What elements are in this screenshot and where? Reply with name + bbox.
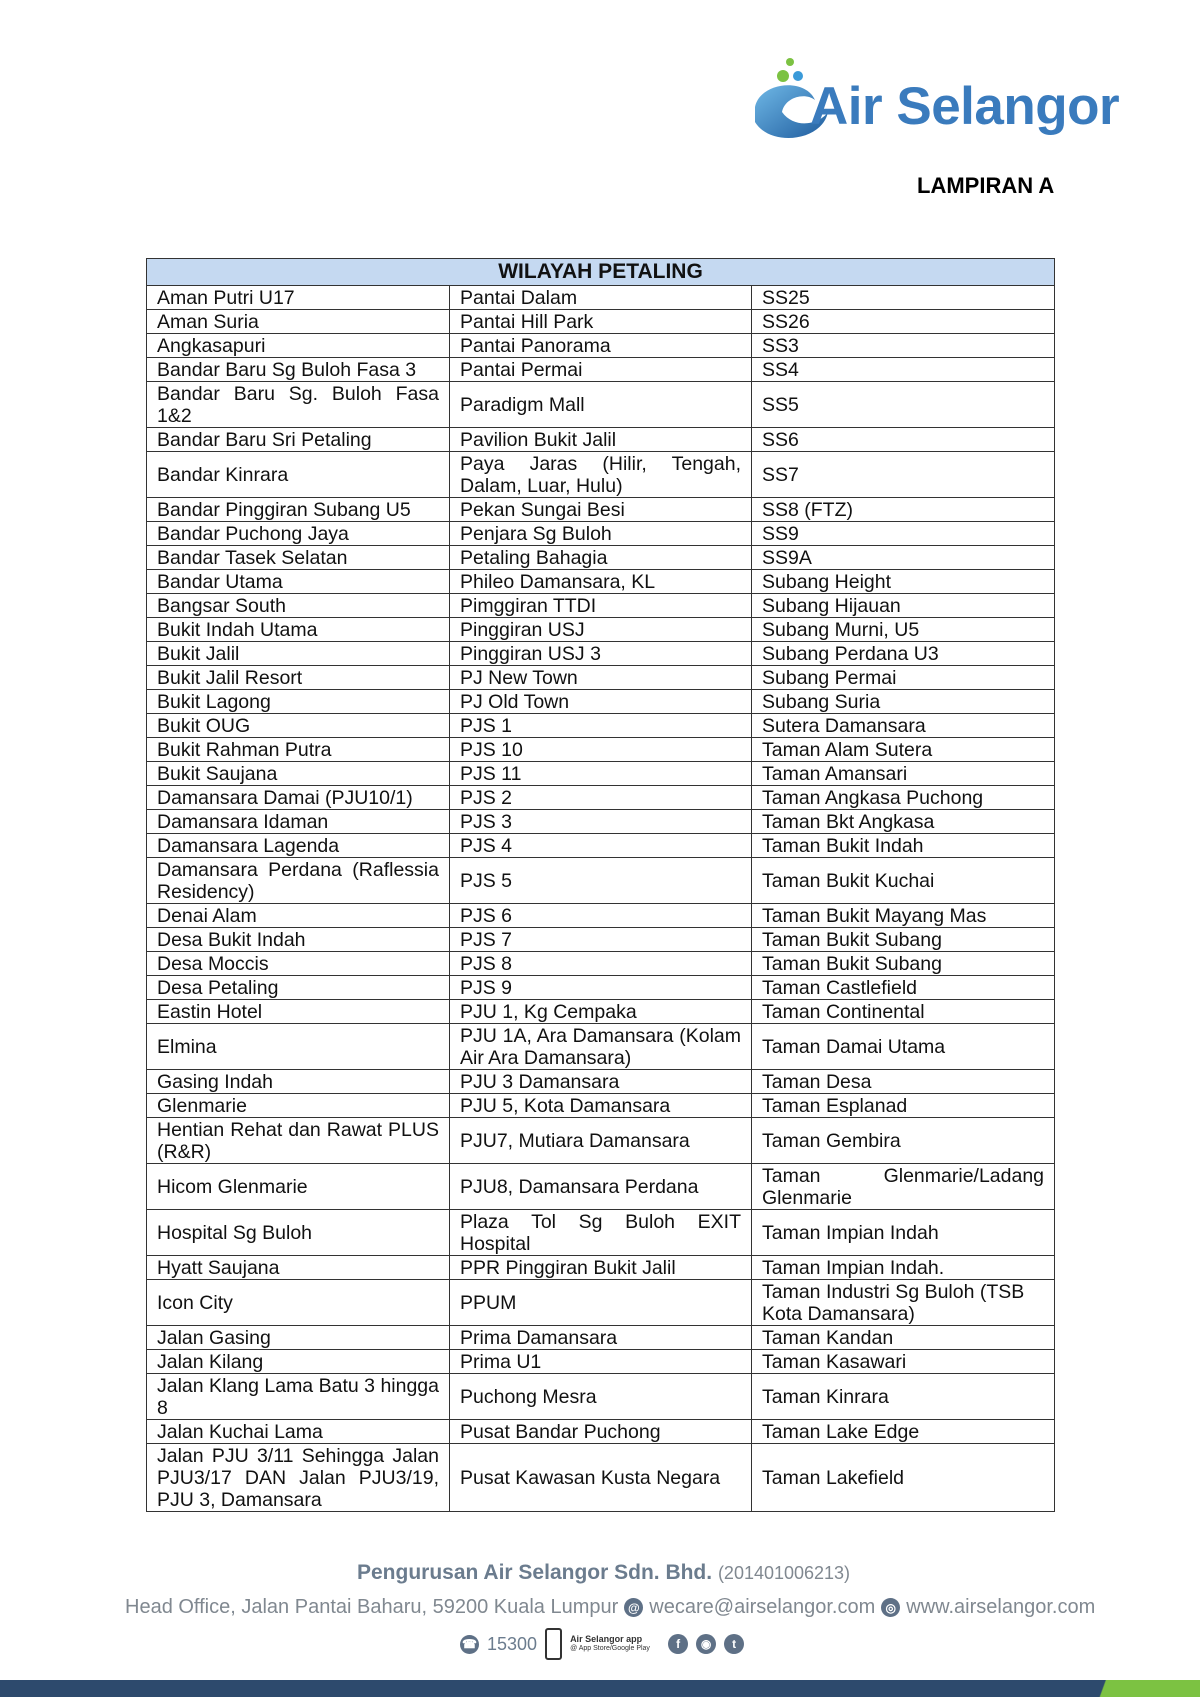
table-row bbox=[147, 286, 1055, 310]
table-cell: SS25 bbox=[752, 286, 1055, 310]
table-cell: Pekan Sungai Besi bbox=[450, 498, 752, 522]
table-cell: Subang Murni, U5 bbox=[752, 618, 1055, 642]
website-link[interactable]: www.airselangor.com bbox=[906, 1596, 1096, 1618]
table-row bbox=[147, 546, 1055, 570]
table-cell: Taman Lake Edge bbox=[752, 1420, 1055, 1444]
table-cell: Desa Petaling bbox=[147, 976, 450, 1000]
table-cell: PJS 2 bbox=[450, 786, 752, 810]
table-cell: PJU 1A, Ara Damansara (Kolam Air Ara Damansara) bbox=[450, 1024, 752, 1070]
table-cell: PJ Old Town bbox=[450, 690, 752, 714]
table-cell: Pusat Kawasan Kusta Negara bbox=[450, 1444, 752, 1512]
table-cell: PJU 1, Kg Cempaka bbox=[450, 1000, 752, 1024]
globe-icon: ◎ bbox=[881, 1598, 900, 1617]
table-cell: Bandar Pinggiran Subang U5 bbox=[147, 498, 450, 522]
table-row bbox=[147, 1164, 1055, 1210]
table-row bbox=[147, 498, 1055, 522]
table-cell: SS5 bbox=[752, 382, 1055, 428]
table-cell: Jalan PJU 3/11 Sehingga Jalan PJU3/17 DAN Jalan PJU3/19, PJU 3, Damansara bbox=[147, 1444, 450, 1512]
table-cell: Bukit Saujana bbox=[147, 762, 450, 786]
table-cell: PJS 11 bbox=[450, 762, 752, 786]
logo-text: Air Selangor bbox=[810, 77, 1120, 136]
table-cell: Aman Suria bbox=[147, 310, 450, 334]
table-row bbox=[147, 618, 1055, 642]
table-cell: Bukit Jalil bbox=[147, 642, 450, 666]
table-cell: SS4 bbox=[752, 358, 1055, 382]
table-cell: Desa Moccis bbox=[147, 952, 450, 976]
table-cell: Prima U1 bbox=[450, 1350, 752, 1374]
email-icon: @ bbox=[624, 1598, 643, 1617]
table-cell: Hyatt Saujana bbox=[147, 1256, 450, 1280]
table-cell: Taman Kinrara bbox=[752, 1374, 1055, 1420]
table-cell: Subang Hijauan bbox=[752, 594, 1055, 618]
table-row bbox=[147, 358, 1055, 382]
table-row bbox=[147, 762, 1055, 786]
table-cell: Hospital Sg Buloh bbox=[147, 1210, 450, 1256]
table-cell: Taman Continental bbox=[752, 1000, 1055, 1024]
table-cell: Sutera Damansara bbox=[752, 714, 1055, 738]
company-name: Pengurusan Air Selangor Sdn. Bhd. bbox=[357, 1561, 713, 1584]
table-row bbox=[147, 1094, 1055, 1118]
table-cell: Desa Bukit Indah bbox=[147, 928, 450, 952]
table-cell: Damansara Lagenda bbox=[147, 834, 450, 858]
table-cell: Bukit Lagong bbox=[147, 690, 450, 714]
table-row bbox=[147, 1000, 1055, 1024]
table-cell: Jalan Gasing bbox=[147, 1326, 450, 1350]
bottom-accent bbox=[1080, 1680, 1200, 1697]
instagram-icon[interactable]: ◉ bbox=[696, 1634, 716, 1654]
table-cell: Jalan Kuchai Lama bbox=[147, 1420, 450, 1444]
table-row bbox=[147, 334, 1055, 358]
bottom-bar bbox=[0, 1680, 1200, 1697]
table-cell: Angkasapuri bbox=[147, 334, 450, 358]
table-row bbox=[147, 714, 1055, 738]
table-cell: PPR Pinggiran Bukit Jalil bbox=[450, 1256, 752, 1280]
table-cell: Subang Perdana U3 bbox=[752, 642, 1055, 666]
table-row bbox=[147, 1420, 1055, 1444]
table-row bbox=[147, 1210, 1055, 1256]
table-cell: PJS 10 bbox=[450, 738, 752, 762]
table-row bbox=[147, 1280, 1055, 1326]
table-row bbox=[147, 1374, 1055, 1420]
table-row bbox=[147, 594, 1055, 618]
table-title: WILAYAH PETALING bbox=[147, 259, 1055, 286]
table-row bbox=[147, 810, 1055, 834]
table-cell: Puchong Mesra bbox=[450, 1374, 752, 1420]
table-cell: Taman Bukit Kuchai bbox=[752, 858, 1055, 904]
table-cell: Subang Height bbox=[752, 570, 1055, 594]
table-cell: Bukit OUG bbox=[147, 714, 450, 738]
table-cell: Taman Bukit Subang bbox=[752, 928, 1055, 952]
table-cell: Aman Putri U17 bbox=[147, 286, 450, 310]
table-cell: Taman Castlefield bbox=[752, 976, 1055, 1000]
table-row bbox=[147, 690, 1055, 714]
table-cell: Taman Industri Sg Buloh (TSB Kota Damansara) bbox=[752, 1280, 1055, 1326]
table-row bbox=[147, 570, 1055, 594]
table-row bbox=[147, 858, 1055, 904]
table-cell: Petaling Bahagia bbox=[450, 546, 752, 570]
company-reg-no: (201401006213) bbox=[717, 1563, 851, 1583]
table-cell: Taman Desa bbox=[752, 1070, 1055, 1094]
table-cell: PJU 5, Kota Damansara bbox=[450, 1094, 752, 1118]
table-cell: Bangsar South bbox=[147, 594, 450, 618]
table-row bbox=[147, 428, 1055, 452]
table-row bbox=[147, 522, 1055, 546]
table-cell: Taman Impian Indah. bbox=[752, 1256, 1055, 1280]
table-row bbox=[147, 642, 1055, 666]
table-cell: Jalan Kilang bbox=[147, 1350, 450, 1374]
table-row bbox=[147, 1326, 1055, 1350]
table-row bbox=[147, 382, 1055, 428]
table-cell: Paya Jaras (Hilir, Tengah, Dalam, Luar, Hulu) bbox=[450, 452, 752, 498]
table-cell: Damansara Perdana (Raflessia Residency) bbox=[147, 858, 450, 904]
table-cell: Bukit Indah Utama bbox=[147, 618, 450, 642]
table-cell: PJS 6 bbox=[450, 904, 752, 928]
table-row bbox=[147, 928, 1055, 952]
table-cell: PJS 8 bbox=[450, 952, 752, 976]
table-cell: Taman Bukit Mayang Mas bbox=[752, 904, 1055, 928]
table-row bbox=[147, 786, 1055, 810]
table-cell: Taman Bukit Indah bbox=[752, 834, 1055, 858]
table-cell: Bukit Jalil Resort bbox=[147, 666, 450, 690]
table-cell: PJS 9 bbox=[450, 976, 752, 1000]
table-row bbox=[147, 1256, 1055, 1280]
table-row bbox=[147, 976, 1055, 1000]
table-cell: Pinggiran USJ bbox=[450, 618, 752, 642]
table-cell: Taman Lakefield bbox=[752, 1444, 1055, 1512]
table-row bbox=[147, 834, 1055, 858]
table-cell: Pantai Permai bbox=[450, 358, 752, 382]
table-cell: SS6 bbox=[752, 428, 1055, 452]
table-cell: PJS 4 bbox=[450, 834, 752, 858]
twitter-icon[interactable]: t bbox=[724, 1634, 744, 1654]
table-cell: Damansara Idaman bbox=[147, 810, 450, 834]
region-table bbox=[146, 258, 1055, 1512]
table-cell: PJS 5 bbox=[450, 858, 752, 904]
table-cell: Pantai Panorama bbox=[450, 334, 752, 358]
table-cell: Taman Bukit Subang bbox=[752, 952, 1055, 976]
table-cell: Bandar Baru Sg Buloh Fasa 3 bbox=[147, 358, 450, 382]
table-cell: SS9A bbox=[752, 546, 1055, 570]
table-cell: Taman Bkt Angkasa bbox=[752, 810, 1055, 834]
table-cell: Hentian Rehat dan Rawat PLUS (R&R) bbox=[147, 1118, 450, 1164]
table-cell: Jalan Klang Lama Batu 3 hingga 8 bbox=[147, 1374, 450, 1420]
table-cell: Bandar Tasek Selatan bbox=[147, 546, 450, 570]
table-row bbox=[147, 1350, 1055, 1374]
table-cell: Pimggiran TTDI bbox=[450, 594, 752, 618]
phone-icon: ☎ bbox=[460, 1635, 479, 1654]
table-cell: Denai Alam bbox=[147, 904, 450, 928]
table-cell: Hicom Glenmarie bbox=[147, 1164, 450, 1210]
table-cell: Taman Angkasa Puchong bbox=[752, 786, 1055, 810]
table-cell: Taman Alam Sutera bbox=[752, 738, 1055, 762]
table-cell: Bandar Baru Sri Petaling bbox=[147, 428, 450, 452]
table-cell: Paradigm Mall bbox=[450, 382, 752, 428]
table-cell: Bandar Utama bbox=[147, 570, 450, 594]
table-cell: Taman Gembira bbox=[752, 1118, 1055, 1164]
table-cell: Plaza Tol Sg Buloh EXIT Hospital bbox=[450, 1210, 752, 1256]
table-cell: Taman Kasawari bbox=[752, 1350, 1055, 1374]
lampiran-label: LAMPIRAN A bbox=[917, 173, 1055, 198]
table-row bbox=[147, 310, 1055, 334]
table-cell: Damansara Damai (PJU10/1) bbox=[147, 786, 450, 810]
table-cell: SS9 bbox=[752, 522, 1055, 546]
table-cell: Phileo Damansara, KL bbox=[450, 570, 752, 594]
table-cell: SS3 bbox=[752, 334, 1055, 358]
table-row bbox=[147, 1070, 1055, 1094]
table-cell: SS7 bbox=[752, 452, 1055, 498]
table-row bbox=[147, 1444, 1055, 1512]
table-cell: Glenmarie bbox=[147, 1094, 450, 1118]
table-cell: Taman Damai Utama bbox=[752, 1024, 1055, 1070]
table-row bbox=[147, 1118, 1055, 1164]
table-cell: PJS 1 bbox=[450, 714, 752, 738]
footer-bottom-row bbox=[460, 1626, 744, 1662]
table-cell: Penjara Sg Buloh bbox=[450, 522, 752, 546]
table-cell: Gasing Indah bbox=[147, 1070, 450, 1094]
app-title: Air Selangor app bbox=[570, 1634, 643, 1644]
table-cell: Icon City bbox=[147, 1280, 450, 1326]
table-row bbox=[147, 666, 1055, 690]
table-cell: Taman Glenmarie/Ladang Glenmarie bbox=[752, 1164, 1055, 1210]
table-row bbox=[147, 738, 1055, 762]
table-cell: Elmina bbox=[147, 1024, 450, 1070]
table-cell: Pantai Dalam bbox=[450, 286, 752, 310]
table-cell: Taman Amansari bbox=[752, 762, 1055, 786]
table-cell: SS8 (FTZ) bbox=[752, 498, 1055, 522]
table-cell: Pantai Hill Park bbox=[450, 310, 752, 334]
table-row bbox=[147, 1024, 1055, 1070]
table-cell: Bandar Baru Sg. Buloh Fasa 1&2 bbox=[147, 382, 450, 428]
table-row bbox=[147, 904, 1055, 928]
app-stores: @ App Store/Google Play bbox=[570, 1645, 650, 1652]
hotline-number: 15300 bbox=[487, 1633, 538, 1654]
table-cell: PJU7, Mutiara Damansara bbox=[450, 1118, 752, 1164]
table-cell: Pinggiran USJ 3 bbox=[450, 642, 752, 666]
table-cell: Subang Permai bbox=[752, 666, 1055, 690]
table-cell: PJU 3 Damansara bbox=[450, 1070, 752, 1094]
footer-company bbox=[357, 1561, 850, 1585]
table-cell: Pusat Bandar Puchong bbox=[450, 1420, 752, 1444]
table-cell: PPUM bbox=[450, 1280, 752, 1326]
facebook-icon[interactable]: f bbox=[668, 1634, 688, 1654]
table-cell: PJU8, Damansara Perdana bbox=[450, 1164, 752, 1210]
table-cell: PJ New Town bbox=[450, 666, 752, 690]
table-cell: SS26 bbox=[752, 310, 1055, 334]
table-cell: PJS 7 bbox=[450, 928, 752, 952]
app-promo bbox=[570, 1634, 660, 1654]
table-cell: Prima Damansara bbox=[450, 1326, 752, 1350]
table-cell: Bukit Rahman Putra bbox=[147, 738, 450, 762]
table-cell: Subang Suria bbox=[752, 690, 1055, 714]
table-cell: Bandar Puchong Jaya bbox=[147, 522, 450, 546]
table-cell: Bandar Kinrara bbox=[147, 452, 450, 498]
table-cell: Pavilion Bukit Jalil bbox=[450, 428, 752, 452]
table-row bbox=[147, 452, 1055, 498]
table-cell: Eastin Hotel bbox=[147, 1000, 450, 1024]
footer-contact-line bbox=[125, 1596, 1095, 1619]
table-row bbox=[147, 952, 1055, 976]
email-link[interactable]: wecare@airselangor.com bbox=[649, 1596, 876, 1618]
table-cell: Taman Impian Indah bbox=[752, 1210, 1055, 1256]
address-text: Head Office, Jalan Pantai Baharu, 59200 Kuala Lumpur bbox=[125, 1596, 619, 1618]
mobile-app-icon bbox=[545, 1628, 562, 1660]
table-cell: Taman Kandan bbox=[752, 1326, 1055, 1350]
table-cell: PJS 3 bbox=[450, 810, 752, 834]
table-cell: Taman Esplanad bbox=[752, 1094, 1055, 1118]
